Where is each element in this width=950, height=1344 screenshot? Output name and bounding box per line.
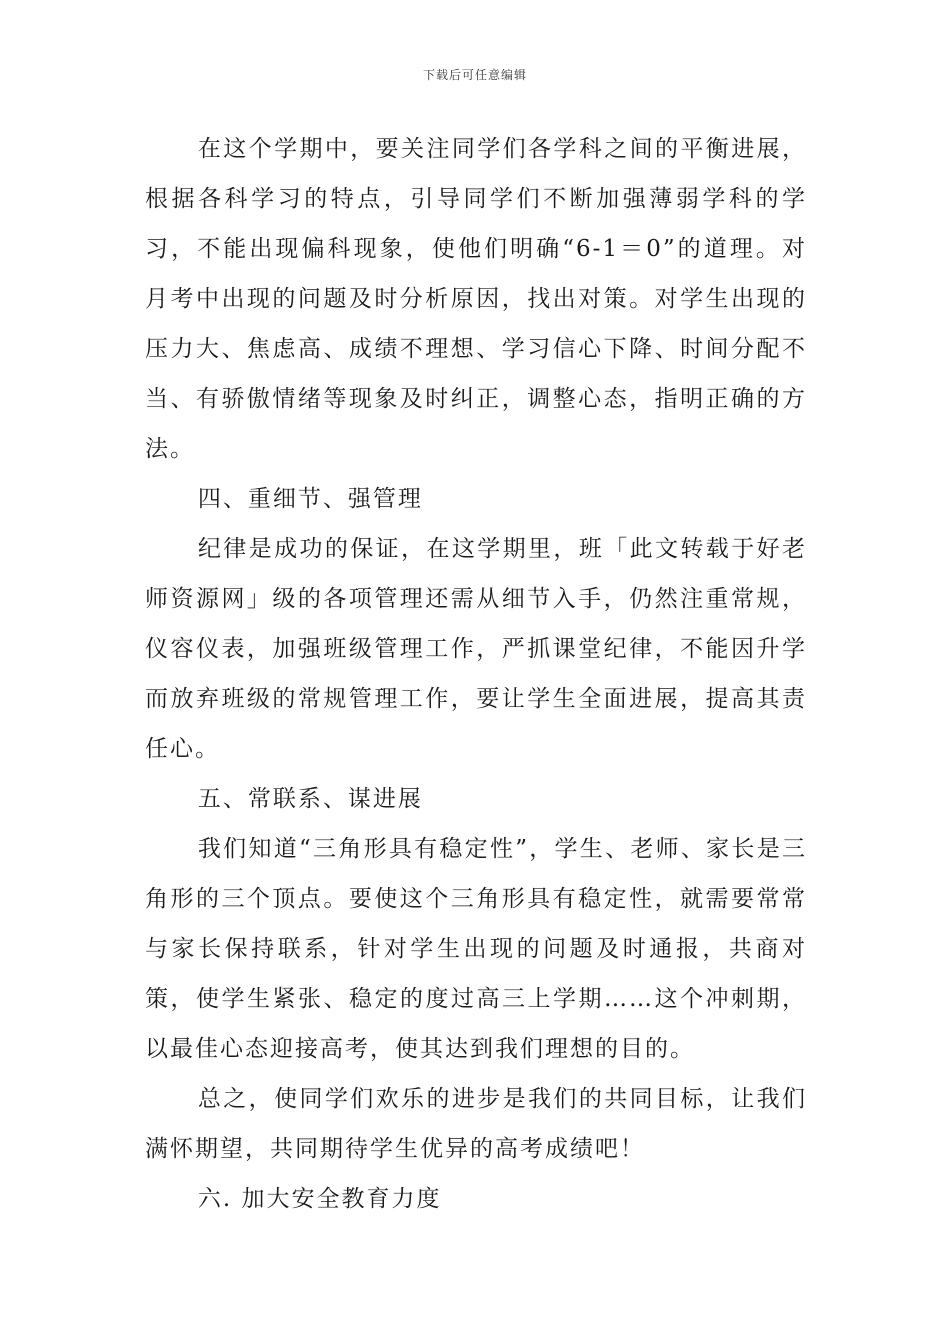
section-heading-6: 六. 加大安全教育力度 [197, 1186, 442, 1212]
paragraph-parent-contact: 我们知道“三角形具有稳定性”，学生、老师、家长是三角形的三个顶点。要使这个三角形具有稳定性，就需要常常与家长保持联系，针对学生出现的问题及时通报，共商对策，使学生紧张、稳定的度过高三上学期……这个冲刺期，以最佳心态迎接高考，使其达到我们理想的目的。 [145, 836, 807, 1062]
section-heading-5: 五、常联系、谋进展 [197, 786, 423, 812]
document-body [145, 124, 807, 1224]
paragraph-conclusion: 总之，使同学们欢乐的进步是我们的共同目标，让我们满怀期望，共同期待学生优异的高考成绩吧！ [145, 1086, 807, 1162]
page-header-note: 下载后可任意编辑 [422, 68, 527, 82]
paragraph-subject-balance: 在这个学期中，要关注同学们各学科之间的平衡进展，根据各科学习的特点，引导同学们不断加强薄弱学科的学习，不能出现偏科现象，使他们明确“6-1＝0”的道理。对月考中出现的问题及时分析原因，找出对策。对学生出现的压力大、焦虑高、成绩不理想、学习信心下降、时间分配不当、有骄傲情绪等现象及时纠正，调整心态，指明正确的方法。 [145, 136, 807, 462]
paragraph-discipline: 纪律是成功的保证，在这学期里，班「此文转载于好老师资源网」级的各项管理还需从细节入手，仍然注重常规，仪容仪表，加强班级管理工作，严抓课堂纪律，不能因升学而放弃班级的常规管理工作，要让学生全面进展，提高其责任心。 [145, 536, 807, 762]
section-heading-4: 四、重细节、强管理 [197, 486, 423, 512]
